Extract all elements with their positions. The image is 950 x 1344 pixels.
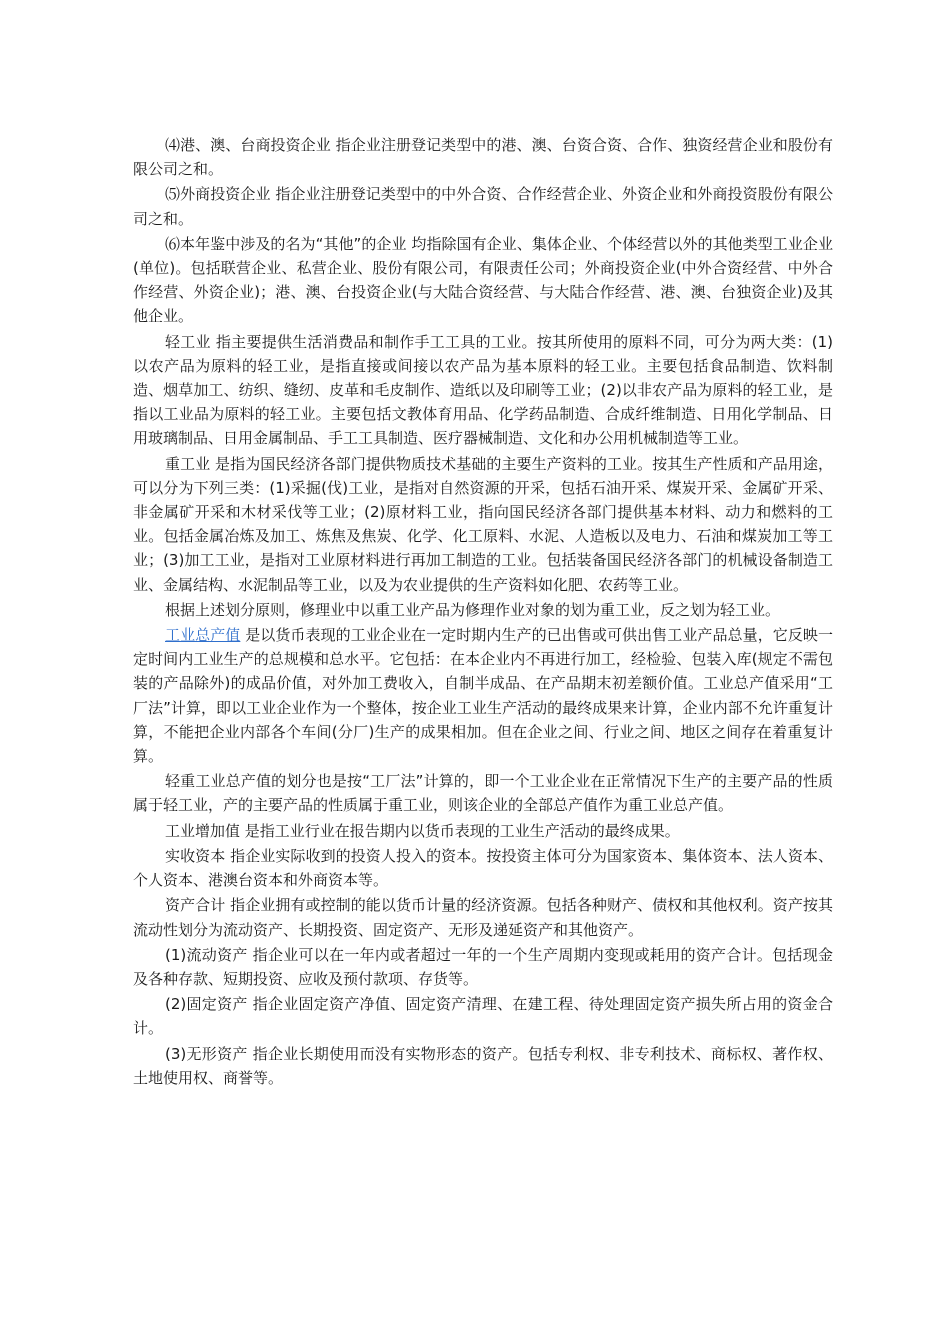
paragraph-value-added: 工业增加值 是指工业行业在报告期内以货币表现的工业生产活动的最终成果。	[165, 821, 680, 840]
paragraph-current-assets: (1)流动资产 指企业可以在一年内或者超过一年的一个生产周期内变现或耗用的资产合计。包括现金及各种存款、短期投资、应收及预付款项、存货等。	[133, 945, 833, 988]
paragraph-light-heavy-output: 轻重工业总产值的划分也是按“工厂法”计算的，即一个工业企业在正常情况下生产的主要产品的性质属于轻工业，产的主要产品的性质属于重工业，则该企业的全部总产值作为重工业总产值。	[133, 772, 833, 815]
paragraph-other-enterprise: ⑹本年鉴中涉及的名为“其他”的企业 均指除国有企业、集体企业、个体经营以外的其他类型工业企业(单位)。包括联营企业、私营企业、股份有限公司，有限责任公司；外商投资企业(中外合资经营、中外合作经营、外资企业)；港、澳、台投资企业(与大陆合资经营、与大陆合作经营、港、澳、台独资企业)及其他企业。	[133, 234, 833, 326]
paragraph-gross-output	[133, 623, 833, 768]
paragraph-total-assets: 资产合计 指企业拥有或控制的能以货币计量的经济资源。包括各种财产、债权和其他权利。资产按其流动性划分为流动资产、长期投资、固定资产、无形及递延资产和其他资产。	[133, 896, 833, 939]
paragraph-heavy-industry: 重工业 是指为国民经济各部门提供物质技术基础的主要生产资料的工业。按其生产性质和产品用途，可以分为下列三类：(1)采掘(伐)工业，是指对自然资源的开采，包括石油开采、煤炭开采、金属矿开采、非金属矿开采和木材采伐等工业；(2)原材料工业，指向国民经济各部门提供基本材料、动力和燃料的工业。包括金属冶炼及加工、炼焦及焦炭、化学、化工原料、水泥、人造板以及电力、石油和煤炭加工等工业；(3)加工工业，是指对工业原材料进行再加工制造的工业。包括装备国民经济各部门的机械设备制造工业、金属结构、水泥制品等工业，以及为农业提供的生产资料如化肥、农药等工业。	[133, 454, 833, 594]
paragraph-foreign-invest: ⑸外商投资企业 指企业注册登记类型中的中外合资、合作经营企业、外资企业和外商投资股份有限公司之和。	[133, 185, 833, 228]
document-page	[133, 133, 833, 1091]
paragraph-intangible-assets: (3)无形资产 指企业长期使用而没有实物形态的资产。包括专利权、非专利技术、商标权、著作权、土地使用权、商誉等。	[133, 1044, 833, 1087]
paragraph-fixed-assets: (2)固定资产 指企业固定资产净值、固定资产清理、在建工程、待处理固定资产损失所占用的资金合计。	[133, 995, 833, 1038]
paragraph-light-industry: 轻工业 指主要提供生活消费品和制作手工工具的工业。按其所使用的原料不同，可分为两大类：(1)以农产品为原料的轻工业，是指直接或间接以农产品为基本原料的轻工业。主要包括食品制造、饮料制造、烟草加工、纺织、缝纫、皮革和毛皮制作、造纸以及印刷等工业；(2)以非农产品为原料的轻工业，是指以工业品为原料的轻工业。主要包括文教体育用品、化学药品制造、合成纤维制造、日用化学制品、日用玻璃制品、日用金属制品、手工工具制造、医疗器械制造、文化和办公用机械制造等工业。	[133, 332, 833, 448]
paragraph-repair-rule: 根据上述划分原则，修理业中以重工业产品为修理作业对象的划为重工业，反之划为轻工业。	[165, 600, 781, 619]
paragraph-hk-macao-taiwan: ⑷港、澳、台商投资企业 指企业注册登记类型中的港、澳、台资合资、合作、独资经营企业和股份有限公司之和。	[133, 136, 833, 179]
paragraph-paid-in-capital: 实收资本 指企业实际收到的投资人投入的资本。按投资主体可分为国家资本、集体资本、法人资本、个人资本、港澳台资本和外商资本等。	[133, 846, 833, 890]
gross-output-link[interactable]: 工业总产值	[165, 626, 241, 645]
gross-output-text: 是以货币表现的工业企业在一定时期内生产的已出售或可供出售工业产品总量，它反映一定时间内工业生产的总规模和总水平。它包括：在本企业内不再进行加工，经检验、包装入库(规定不需包装的产品除外)的成品价值，对外加工费收入，自制半成品、在产品期末初差额价值。工业总产值采用“工厂法”计算，即以工业企业作为一个整体，按企业工业生产活动的最终成果来计算，企业内部不允许重复计算，不能把企业内部各个车间(分厂)生产的成果相加。但在企业之间、行业之间、地区之间存在着重复计算。	[133, 626, 833, 766]
